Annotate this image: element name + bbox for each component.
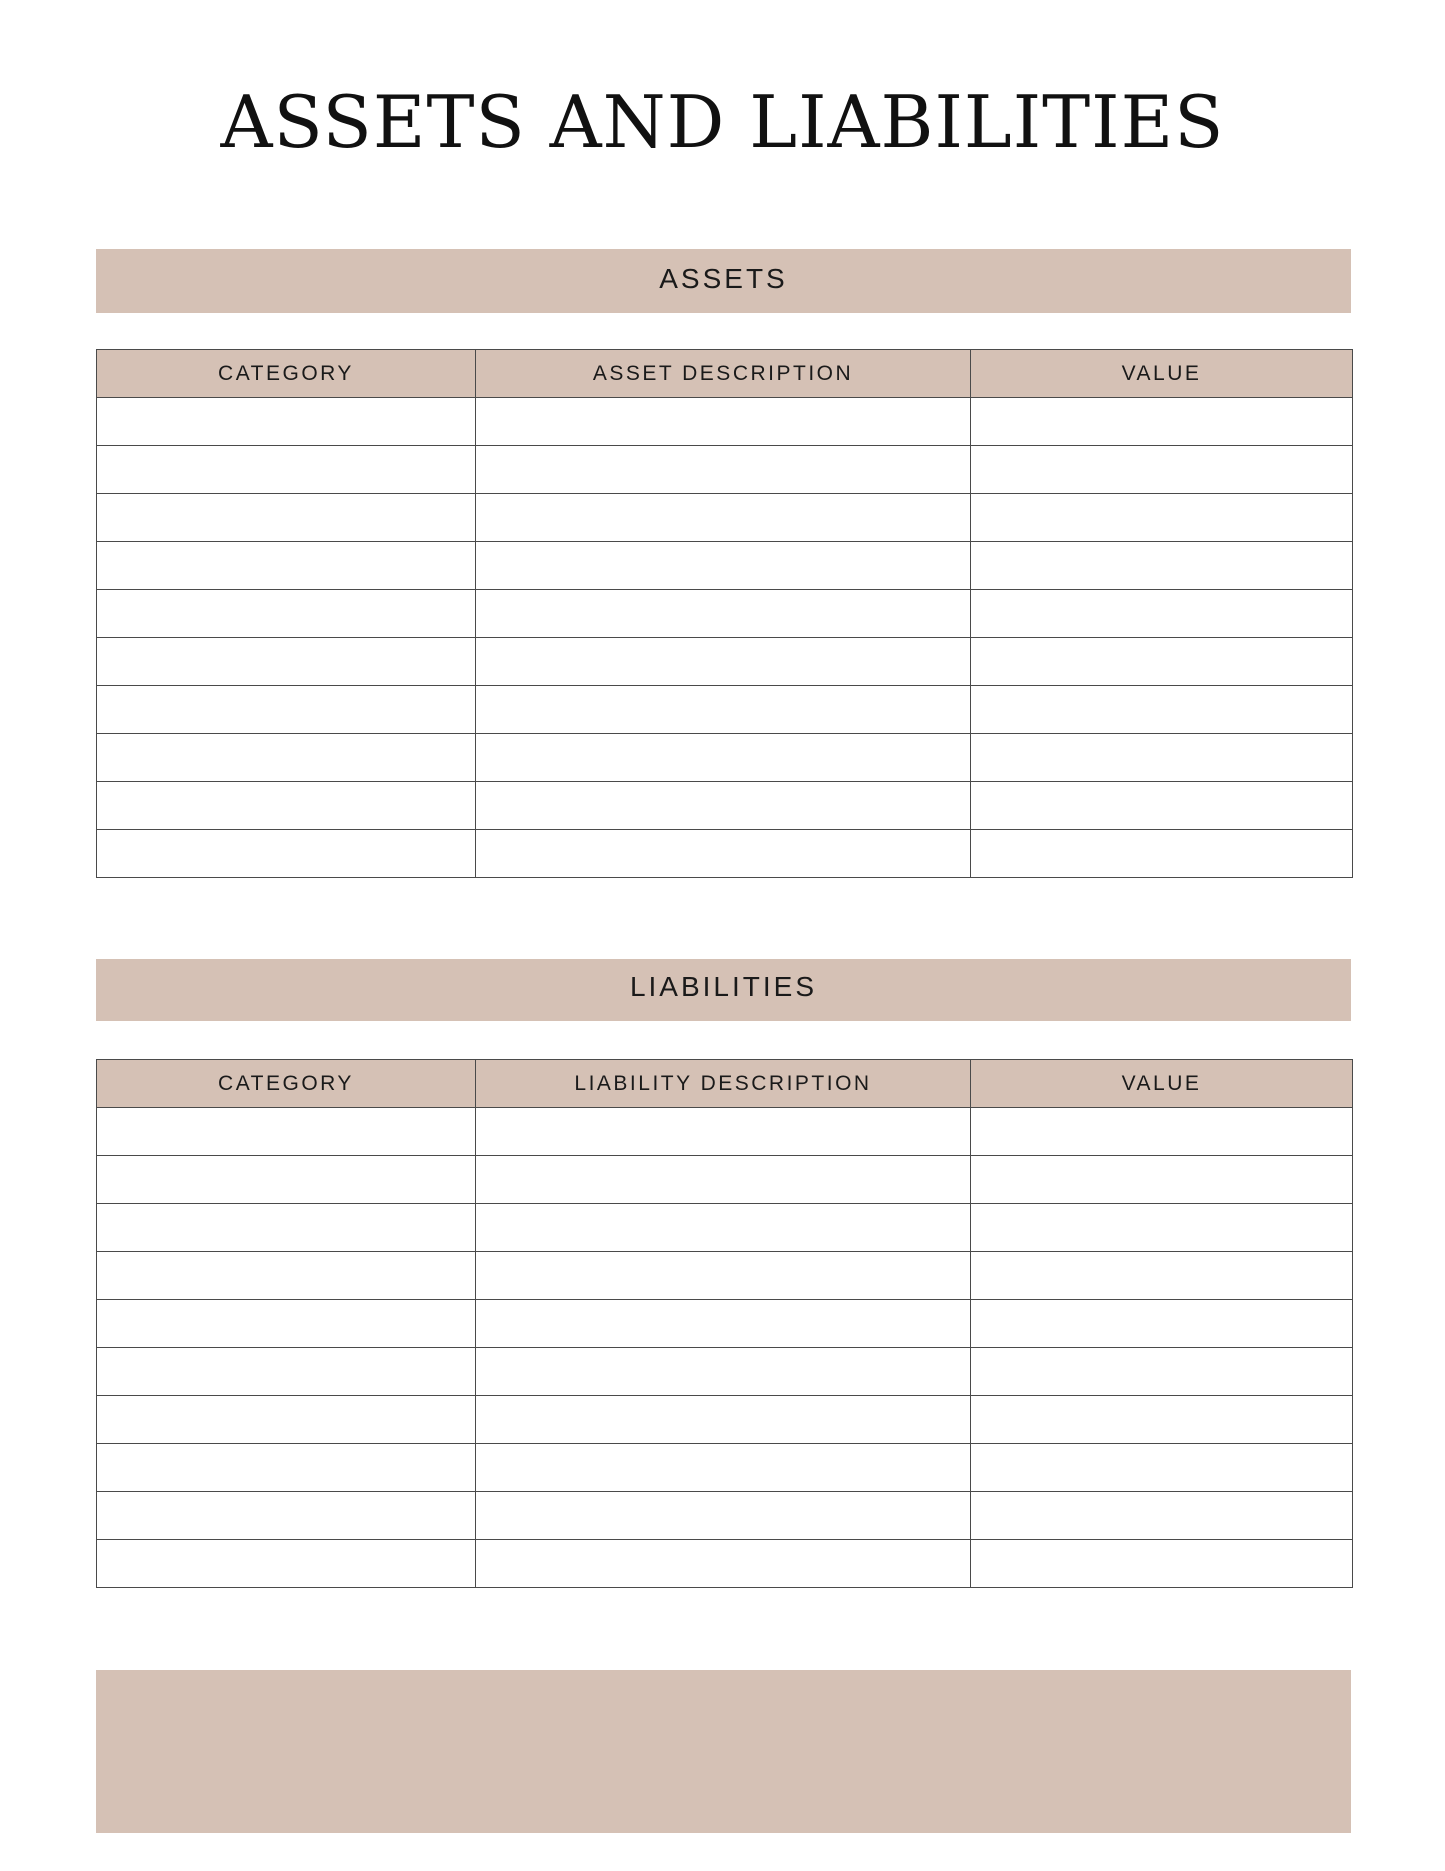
assets-category-cell — [97, 590, 476, 638]
assets-category-cell — [97, 830, 476, 878]
liabilities-value-cell — [971, 1252, 1353, 1300]
assets-table-header-row — [97, 350, 1353, 398]
page-title: ASSETS AND LIABILITIES — [220, 80, 1225, 164]
assets-value-cell — [971, 638, 1353, 686]
assets-section-header: ASSETS — [96, 249, 1351, 313]
liabilities-table-row — [97, 1252, 1353, 1300]
assets-description-cell — [476, 686, 971, 734]
liabilities-table-row — [97, 1540, 1353, 1588]
assets-description-cell — [476, 590, 971, 638]
assets-category-cell — [97, 446, 476, 494]
liabilities-value-cell — [971, 1348, 1353, 1396]
assets-table-row — [97, 734, 1353, 782]
liabilities-table-row — [97, 1492, 1353, 1540]
liabilities-value-cell — [971, 1396, 1353, 1444]
assets-category-cell — [97, 734, 476, 782]
assets-value-cell — [971, 494, 1353, 542]
liabilities-table-row — [97, 1348, 1353, 1396]
assets-table-row — [97, 638, 1353, 686]
assets-value-cell — [971, 686, 1353, 734]
assets-value-cell — [971, 542, 1353, 590]
assets-category-cell — [97, 782, 476, 830]
liabilities-description-cell — [476, 1540, 971, 1588]
liabilities-section-header: LIABILITIES — [96, 959, 1351, 1021]
assets-table-row — [97, 398, 1353, 446]
liabilities-table-body — [97, 1108, 1353, 1588]
liabilities-category-cell — [97, 1108, 476, 1156]
liabilities-column-header-value: VALUE — [971, 1060, 1353, 1108]
liabilities-category-cell — [97, 1396, 476, 1444]
liabilities-column-header-description: LIABILITY DESCRIPTION — [476, 1060, 971, 1108]
assets-value-cell — [971, 734, 1353, 782]
liabilities-description-cell — [476, 1156, 971, 1204]
liabilities-category-cell — [97, 1252, 476, 1300]
assets-category-cell — [97, 686, 476, 734]
liabilities-category-cell — [97, 1156, 476, 1204]
assets-table-row — [97, 782, 1353, 830]
assets-description-cell — [476, 494, 971, 542]
liabilities-description-cell — [476, 1204, 971, 1252]
liabilities-category-cell — [97, 1492, 476, 1540]
liabilities-category-cell — [97, 1444, 476, 1492]
liabilities-category-cell — [97, 1348, 476, 1396]
liabilities-table-row — [97, 1156, 1353, 1204]
assets-category-cell — [97, 638, 476, 686]
assets-value-cell — [971, 398, 1353, 446]
liabilities-table-row — [97, 1396, 1353, 1444]
assets-column-header-description: ASSET DESCRIPTION — [476, 350, 971, 398]
assets-column-header-value: VALUE — [971, 350, 1353, 398]
assets-table-row — [97, 542, 1353, 590]
liabilities-description-cell — [476, 1444, 971, 1492]
assets-table-row — [97, 590, 1353, 638]
assets-description-cell — [476, 398, 971, 446]
liabilities-value-cell — [971, 1540, 1353, 1588]
liabilities-value-cell — [971, 1156, 1353, 1204]
assets-column-header-category: CATEGORY — [97, 350, 476, 398]
liabilities-column-header-category: CATEGORY — [97, 1060, 476, 1108]
liabilities-description-cell — [476, 1108, 971, 1156]
liabilities-category-cell — [97, 1540, 476, 1588]
liabilities-value-cell — [971, 1300, 1353, 1348]
assets-description-cell — [476, 542, 971, 590]
assets-value-cell — [971, 830, 1353, 878]
liabilities-description-cell — [476, 1492, 971, 1540]
assets-description-cell — [476, 446, 971, 494]
liabilities-description-cell — [476, 1348, 971, 1396]
assets-value-cell — [971, 782, 1353, 830]
assets-category-cell — [97, 494, 476, 542]
liabilities-value-cell — [971, 1108, 1353, 1156]
assets-value-cell — [971, 590, 1353, 638]
liabilities-description-cell — [476, 1252, 971, 1300]
assets-description-cell — [476, 830, 971, 878]
liabilities-value-cell — [971, 1204, 1353, 1252]
assets-category-cell — [97, 542, 476, 590]
liabilities-value-cell — [971, 1492, 1353, 1540]
liabilities-table-row — [97, 1300, 1353, 1348]
assets-description-cell — [476, 638, 971, 686]
liabilities-description-cell — [476, 1300, 971, 1348]
footer-band — [96, 1670, 1351, 1833]
assets-description-cell — [476, 782, 971, 830]
assets-table-row — [97, 446, 1353, 494]
liabilities-category-cell — [97, 1300, 476, 1348]
liabilities-category-cell — [97, 1204, 476, 1252]
assets-table-row — [97, 686, 1353, 734]
liabilities-table-row — [97, 1444, 1353, 1492]
liabilities-table-header-row — [97, 1060, 1353, 1108]
assets-value-cell — [971, 446, 1353, 494]
assets-table-row — [97, 494, 1353, 542]
liabilities-table — [96, 1059, 1353, 1588]
liabilities-value-cell — [971, 1444, 1353, 1492]
liabilities-description-cell — [476, 1396, 971, 1444]
liabilities-table-row — [97, 1108, 1353, 1156]
assets-table-body — [97, 398, 1353, 878]
assets-description-cell — [476, 734, 971, 782]
assets-category-cell — [97, 398, 476, 446]
assets-table — [96, 349, 1353, 878]
assets-table-row — [97, 830, 1353, 878]
liabilities-table-row — [97, 1204, 1353, 1252]
